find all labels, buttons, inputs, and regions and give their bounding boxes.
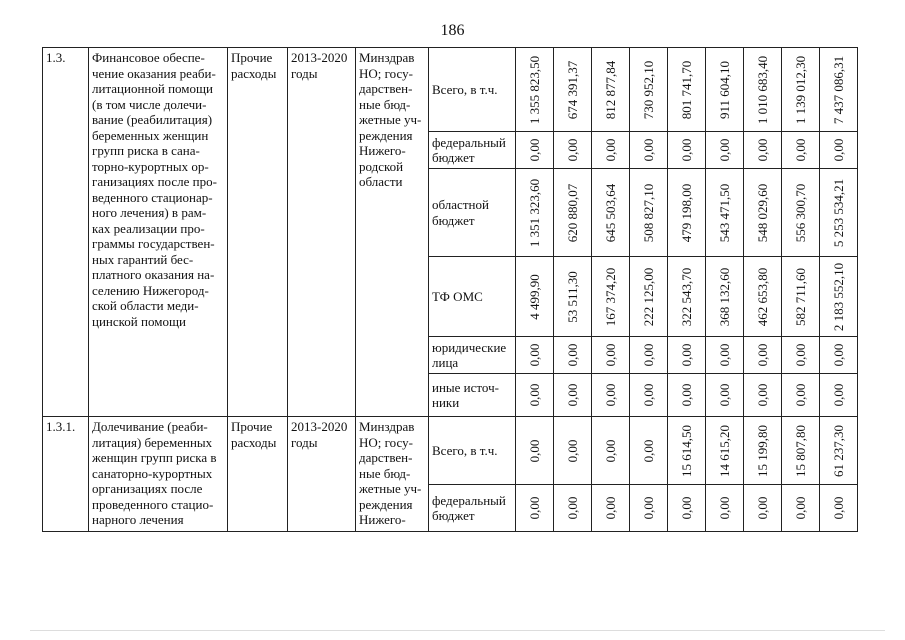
value-text: 508 827,10 bbox=[640, 183, 656, 242]
value-text: 0,00 bbox=[640, 383, 656, 407]
value-cell bbox=[554, 337, 592, 374]
value-cell bbox=[630, 257, 668, 337]
value-text: 0,00 bbox=[792, 496, 808, 520]
value-text: 0,00 bbox=[830, 343, 846, 367]
value-cell bbox=[782, 337, 820, 374]
value-cell bbox=[706, 374, 744, 417]
value-text: 4 499,90 bbox=[526, 273, 542, 320]
section-description: Долечивание (реаби- литация) беременных женщин групп риска в санаторно-курортных организациях после проведенного стацио- нарного лечения bbox=[89, 417, 228, 532]
value-cell bbox=[592, 257, 630, 337]
funding-source-label: иные источ- ники bbox=[429, 374, 516, 417]
expense-type: Прочие расходы bbox=[228, 417, 288, 532]
value-cell bbox=[668, 485, 706, 532]
value-text: 0,00 bbox=[564, 383, 580, 407]
value-text: 1 139 012,30 bbox=[792, 55, 808, 124]
finance-table bbox=[42, 47, 858, 532]
value-cell bbox=[516, 374, 554, 417]
value-cell bbox=[782, 169, 820, 257]
value-cell bbox=[516, 132, 554, 169]
value-text: 15 614,50 bbox=[678, 424, 694, 477]
value-text: 2 183 552,10 bbox=[830, 262, 846, 331]
value-text: 0,00 bbox=[640, 496, 656, 520]
expense-type: Прочие расходы bbox=[228, 48, 288, 417]
value-text: 0,00 bbox=[602, 343, 618, 367]
value-cell bbox=[668, 417, 706, 485]
value-text: 462 653,80 bbox=[754, 267, 770, 326]
value-text: 0,00 bbox=[602, 439, 618, 462]
value-text: 548 029,60 bbox=[754, 183, 770, 242]
value-text: 322 543,70 bbox=[678, 267, 694, 326]
value-text: 0,00 bbox=[640, 138, 656, 162]
value-cell bbox=[744, 48, 782, 132]
value-cell bbox=[592, 169, 630, 257]
section-code: 1.3. bbox=[43, 48, 89, 417]
funding-source-label: Всего, в т.ч. bbox=[429, 417, 516, 485]
funding-source-label: областной бюджет bbox=[429, 169, 516, 257]
value-cell bbox=[820, 169, 858, 257]
value-cell bbox=[668, 169, 706, 257]
value-cell bbox=[744, 485, 782, 532]
period: 2013-2020 годы bbox=[288, 48, 356, 417]
value-cell bbox=[554, 169, 592, 257]
value-text: 5 253 534,21 bbox=[830, 178, 846, 247]
value-cell bbox=[820, 337, 858, 374]
page-number: 186 bbox=[440, 22, 465, 39]
value-cell bbox=[744, 169, 782, 257]
value-cell bbox=[592, 132, 630, 169]
value-text: 53 511,30 bbox=[564, 270, 580, 323]
value-text: 0,00 bbox=[830, 138, 846, 162]
value-text: 0,00 bbox=[526, 496, 542, 520]
value-text: 0,00 bbox=[526, 343, 542, 367]
value-cell bbox=[820, 48, 858, 132]
value-cell bbox=[630, 169, 668, 257]
value-text: 0,00 bbox=[792, 343, 808, 367]
value-text: 556 300,70 bbox=[792, 183, 808, 242]
value-text: 0,00 bbox=[754, 138, 770, 162]
value-text: 0,00 bbox=[564, 138, 580, 162]
value-text: 911 604,10 bbox=[716, 60, 732, 119]
value-text: 620 880,07 bbox=[564, 183, 580, 242]
value-text: 222 125,00 bbox=[640, 267, 656, 326]
value-text: 0,00 bbox=[526, 439, 542, 462]
value-cell bbox=[592, 374, 630, 417]
value-cell bbox=[516, 48, 554, 132]
value-text: 0,00 bbox=[564, 343, 580, 367]
value-cell bbox=[744, 132, 782, 169]
value-cell bbox=[668, 337, 706, 374]
scan-artifact-line bbox=[30, 630, 885, 631]
value-text: 1 010 683,40 bbox=[754, 55, 770, 124]
value-text: 0,00 bbox=[754, 383, 770, 407]
section-description: Финансовое обеспе- чение оказания реаби- литационной помощи (в том числе долечи- вание (реабилитация) беременных женщин групп риска в сана- торно-курортных ор- ганизациях после про- веденного стационар- ного лечения) в рам- ках реализации про- граммы государствен- ных гарантий бес- платного оказания на- селению Нижегород- ской области меди- цинской помощи bbox=[89, 48, 228, 417]
value-cell bbox=[630, 374, 668, 417]
value-text: 368 132,60 bbox=[716, 267, 732, 326]
value-cell bbox=[706, 337, 744, 374]
value-text: 0,00 bbox=[602, 496, 618, 520]
value-text: 582 711,60 bbox=[792, 267, 808, 326]
value-cell bbox=[516, 417, 554, 485]
value-text: 0,00 bbox=[640, 439, 656, 462]
section-code: 1.3.1. bbox=[43, 417, 89, 532]
value-cell bbox=[554, 132, 592, 169]
value-cell bbox=[706, 417, 744, 485]
value-cell bbox=[782, 417, 820, 485]
executor: Минздрав НО; госу- дарствен- ные бюд- жетные уч- реждения Нижего- bbox=[356, 417, 429, 532]
value-text: 0,00 bbox=[792, 138, 808, 162]
value-text: 7 437 086,31 bbox=[830, 55, 846, 124]
value-cell bbox=[820, 485, 858, 532]
value-text: 15 807,80 bbox=[792, 424, 808, 477]
value-cell bbox=[554, 374, 592, 417]
value-text: 0,00 bbox=[678, 383, 694, 407]
funding-source-label: Всего, в т.ч. bbox=[429, 48, 516, 132]
value-text: 0,00 bbox=[678, 343, 694, 367]
value-cell bbox=[782, 374, 820, 417]
value-text: 730 952,10 bbox=[640, 60, 656, 119]
value-text: 15 199,80 bbox=[754, 424, 770, 477]
value-cell bbox=[706, 48, 744, 132]
value-text: 674 391,37 bbox=[564, 60, 580, 119]
value-cell bbox=[820, 257, 858, 337]
value-cell bbox=[516, 257, 554, 337]
value-cell bbox=[554, 257, 592, 337]
funding-source-label: юридические лица bbox=[429, 337, 516, 374]
value-cell bbox=[592, 485, 630, 532]
value-cell bbox=[820, 374, 858, 417]
executor: Минздрав НО; госу- дарствен- ные бюд- жетные уч- реждения Нижего- родской области bbox=[356, 48, 429, 417]
value-text: 0,00 bbox=[716, 383, 732, 407]
funding-source-label: ТФ ОМС bbox=[429, 257, 516, 337]
value-text: 167 374,20 bbox=[602, 267, 618, 326]
value-cell bbox=[592, 48, 630, 132]
value-text: 0,00 bbox=[640, 343, 656, 367]
value-text: 801 741,70 bbox=[678, 60, 694, 119]
value-cell bbox=[820, 417, 858, 485]
value-text: 61 237,30 bbox=[830, 424, 846, 477]
value-text: 0,00 bbox=[716, 496, 732, 520]
value-text: 0,00 bbox=[526, 383, 542, 407]
value-cell bbox=[820, 132, 858, 169]
value-text: 479 198,00 bbox=[678, 183, 694, 242]
value-text: 0,00 bbox=[678, 496, 694, 520]
value-cell bbox=[668, 48, 706, 132]
value-text: 1 355 823,50 bbox=[526, 55, 542, 124]
value-text: 0,00 bbox=[716, 138, 732, 162]
value-text: 0,00 bbox=[716, 343, 732, 367]
value-text: 645 503,64 bbox=[602, 183, 618, 242]
value-text: 0,00 bbox=[830, 383, 846, 407]
value-cell bbox=[706, 257, 744, 337]
value-cell bbox=[554, 417, 592, 485]
value-cell bbox=[706, 485, 744, 532]
funding-source-label: федеральный бюджет bbox=[429, 132, 516, 169]
funding-source-label: федеральный бюджет bbox=[429, 485, 516, 532]
value-cell bbox=[516, 337, 554, 374]
value-cell bbox=[630, 132, 668, 169]
value-text: 0,00 bbox=[830, 496, 846, 520]
value-cell bbox=[554, 48, 592, 132]
value-cell bbox=[744, 257, 782, 337]
value-cell bbox=[668, 257, 706, 337]
value-cell bbox=[706, 132, 744, 169]
value-cell bbox=[782, 132, 820, 169]
value-text: 812 877,84 bbox=[602, 60, 618, 119]
period: 2013-2020 годы bbox=[288, 417, 356, 532]
value-cell bbox=[592, 417, 630, 485]
value-cell bbox=[668, 132, 706, 169]
value-text: 543 471,50 bbox=[716, 183, 732, 242]
value-cell bbox=[668, 374, 706, 417]
value-cell bbox=[630, 48, 668, 132]
value-cell bbox=[782, 257, 820, 337]
value-text: 0,00 bbox=[602, 138, 618, 162]
value-cell bbox=[782, 485, 820, 532]
value-cell bbox=[744, 417, 782, 485]
value-text: 0,00 bbox=[754, 496, 770, 520]
value-cell bbox=[782, 48, 820, 132]
value-cell bbox=[630, 417, 668, 485]
value-text: 14 615,20 bbox=[716, 424, 732, 477]
value-cell bbox=[744, 374, 782, 417]
table-row bbox=[43, 417, 858, 485]
value-text: 0,00 bbox=[564, 496, 580, 520]
value-cell bbox=[554, 485, 592, 532]
value-cell bbox=[516, 169, 554, 257]
value-cell bbox=[516, 485, 554, 532]
value-text: 0,00 bbox=[754, 343, 770, 367]
value-text: 1 351 323,60 bbox=[526, 178, 542, 247]
value-cell bbox=[706, 169, 744, 257]
value-text: 0,00 bbox=[564, 439, 580, 462]
value-cell bbox=[630, 337, 668, 374]
value-cell bbox=[744, 337, 782, 374]
value-text: 0,00 bbox=[792, 383, 808, 407]
value-text: 0,00 bbox=[678, 138, 694, 162]
value-text: 0,00 bbox=[602, 383, 618, 407]
value-cell bbox=[630, 485, 668, 532]
value-text: 0,00 bbox=[526, 138, 542, 162]
table-row bbox=[43, 48, 858, 132]
value-cell bbox=[592, 337, 630, 374]
